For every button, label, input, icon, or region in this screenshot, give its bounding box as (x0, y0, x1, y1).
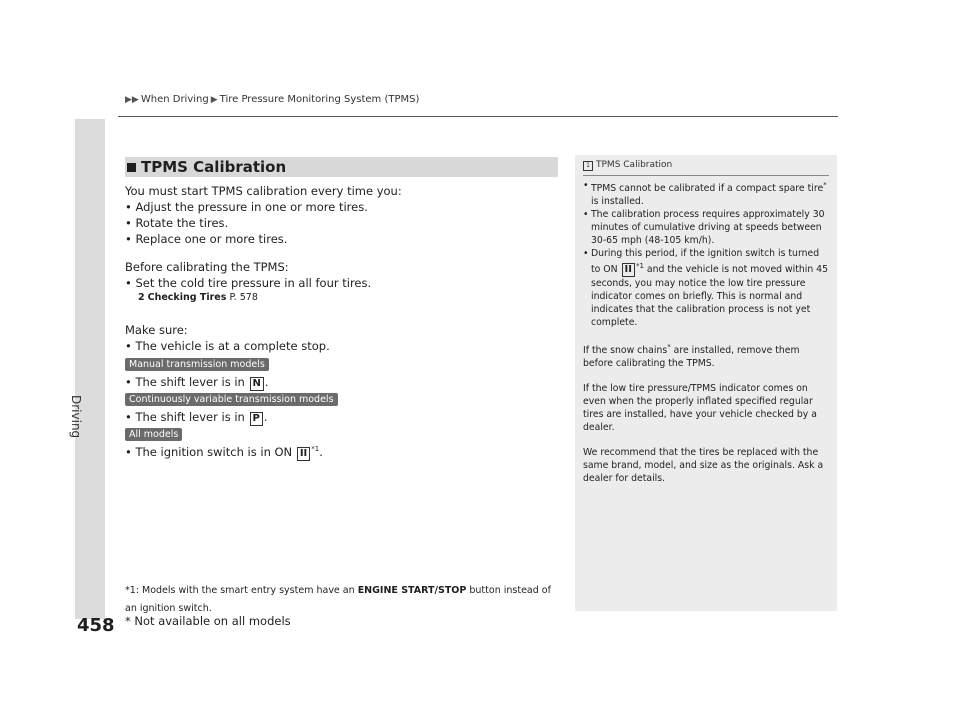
breadcrumb (125, 94, 419, 105)
ignition-on-key: II (297, 447, 310, 461)
reference-arrow-icon: 2 (138, 292, 145, 303)
page-number: 458 (77, 615, 115, 636)
footnote: *1: Models with the smart entry system have an ENGINE START/STOP button instead of an ignition switch. (125, 585, 551, 614)
section-title: TPMS Calibration (141, 158, 287, 176)
list-item: • Adjust the pressure in one or more tires. (125, 200, 368, 214)
model-tag-all: All models (125, 428, 182, 441)
list-item: • Replace one or more tires. (125, 232, 288, 246)
chapter-label: Driving (69, 395, 83, 439)
availability-note: * Not available on all models (125, 614, 291, 628)
model-tag-manual: Manual transmission models (125, 358, 269, 371)
list-item: • The shift lever is in N . (125, 375, 269, 389)
list-item: • Set the cold tire pressure in all four tires. (125, 276, 372, 290)
breadcrumb-item: When Driving (140, 94, 209, 105)
model-tag-cvt: Continuously variable transmission models (125, 393, 338, 406)
breadcrumb-arrow-icon: ▶▶ (125, 94, 139, 105)
panel-paragraph: If the low tire pressure/TPMS indicator comes on even when the properly inflated specified regular tires are installed, have your vehicle checked by a dealer. (583, 383, 817, 434)
notes-panel (575, 155, 837, 611)
intro-text: You must start TPMS calibration every time you: (125, 184, 402, 198)
note-marker-icon: 1 (583, 161, 593, 171)
gear-p-key: P (250, 412, 263, 426)
before-text: Before calibrating the TPMS: (125, 260, 289, 274)
chapter-tab (75, 119, 105, 619)
list-item: • The ignition switch is in ON II $^{*1}$. (125, 445, 323, 459)
breadcrumb-item: Tire Pressure Monitoring System (TPMS) (219, 94, 420, 105)
panel-paragraph: If the snow chains* are installed, remove them before calibrating the TPMS. (583, 343, 800, 370)
square-bullet-icon (127, 163, 136, 172)
panel-bullet: • The calibration process requires approximately 30 minutes of cumulative driving at speeds between 30-65 mph (48-105 km/h). (583, 209, 825, 247)
cross-reference[interactable]: 2 Checking Tires P. 578 (138, 292, 258, 303)
panel-bullet: • During this period, if the ignition switch is turned to ON II $^{*1}$ and the vehicle is not moved within 45 seconds, you may notice the low tire pressure indicator comes on briefly. This is normal and indicates that the calibration process is not yet complete. (583, 248, 829, 329)
list-item: • The vehicle is at a complete stop. (125, 339, 330, 353)
header-rule (118, 116, 838, 117)
gear-n-key: N (250, 377, 264, 391)
panel-paragraph: We recommend that the tires be replaced with the same brand, model, and size as the originals. Ask a dealer for details. (583, 447, 824, 485)
ignition-on-key: II (622, 263, 635, 277)
list-item: • The shift lever is in P . (125, 410, 268, 424)
panel-bullet: • TPMS cannot be calibrated if a compact spare tire* is installed. (583, 180, 827, 208)
panel-title: 1 TPMS Calibration (583, 159, 829, 172)
make-sure-text: Make sure: (125, 323, 188, 337)
section-heading (125, 157, 558, 177)
breadcrumb-arrow-icon: ▶ (210, 94, 218, 105)
list-item: • Rotate the tires. (125, 216, 229, 230)
panel-divider (583, 175, 829, 176)
